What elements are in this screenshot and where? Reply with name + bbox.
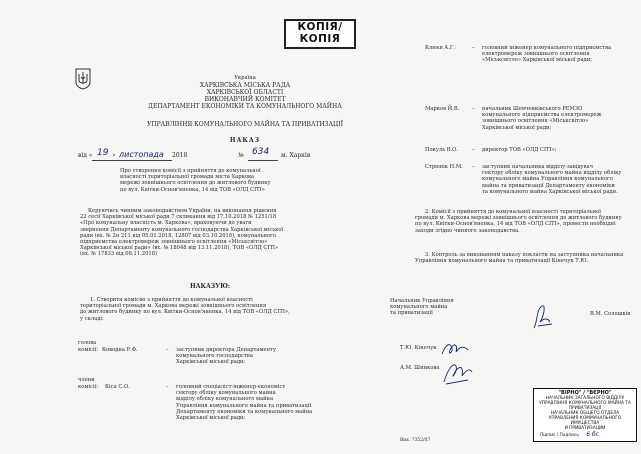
preamble	[80, 208, 283, 258]
order-number-label: №	[238, 152, 244, 159]
chair-label: голова	[78, 340, 97, 346]
item-1-line: 1. Створити комісію з прийняття до комунальної власності	[90, 297, 253, 303]
order-day: 19	[97, 148, 109, 158]
right-member-2-dash: –	[472, 106, 475, 112]
right-member-role-line: заступник начальника відділу-завідувач	[482, 164, 594, 170]
right-member-role-line: головний інженер комунального підприємства	[482, 45, 612, 51]
doc-type: НАКАЗ	[229, 137, 261, 144]
item-2-line: заходи згідно чинного законодавства.	[415, 227, 520, 234]
right-member-role-line: начальник Шевченківського РЕМЗО	[482, 106, 583, 112]
right-member-4-role	[482, 164, 621, 195]
right-member-role-line: директор ТОВ «ОЛД СІТІ»;	[482, 147, 557, 153]
right-member-4-name: Стрюнік Н.М.	[425, 164, 463, 170]
stamp-line: И ПРИВАТИЗАЦИИ	[564, 426, 606, 431]
member-1-dash: –	[166, 384, 169, 390]
approval-1-signature-icon	[440, 338, 470, 360]
trident-emblem-icon	[75, 68, 91, 90]
right-member-role-line: «Міськсвітло» Харківської міської ради;	[482, 57, 592, 64]
stamp-line: НАЧАЛЬНИК ОБЩЕГО ОТДЕЛА	[550, 411, 620, 416]
chair-role-line: заступник директора Департаменту	[176, 347, 276, 353]
right-member-4-dash: –	[472, 164, 475, 170]
order-place: м. Харків	[281, 152, 311, 159]
item-1-line: до житлового будинку по вул. Квітки-Основ'яненка, 14 від ТОВ «ОЛД СІТІ»,	[80, 309, 290, 316]
right-member-role-line: зовнішнього освітлення «Міськсвітло»	[482, 118, 589, 125]
preamble-line: 22 сесії Харківської міської ради 7 скликання від 17.10.2018 № 1251/18	[80, 214, 277, 221]
header-oblast: ХАРКІВСЬКОЇ ОБЛАСТІ	[206, 89, 284, 96]
subject-line: власності територіальної громади міста Харкова	[120, 174, 254, 181]
subject-line: мережі зовнішнього освітлення до житлового будинку	[120, 180, 271, 187]
preamble-line: звернення Департаменту комунального господарства Харківської міської	[80, 226, 284, 233]
head-signature-icon	[530, 302, 556, 332]
approval-2-name: А.М. Шинкова	[400, 365, 440, 371]
item-3-line: Управління комунального майна та приватизації Кінечук Т.Ю.	[415, 258, 589, 265]
right-member-2-name: Марков Й.В.	[425, 106, 460, 112]
stamp-sign-row	[534, 432, 636, 438]
header-department: ДЕПАРТАМЕНТ ЕКОНОМІКИ ТА КОМУНАЛЬНОГО МАЙНА	[148, 103, 342, 110]
order-date-sep: »	[112, 152, 116, 159]
subject-line: Про створення комісії з прийняття до комунальної	[120, 168, 261, 174]
member-1-role-line: Харківської міської ради;	[176, 415, 246, 422]
copy-stamp-line-2: КОПІЯ	[299, 33, 341, 45]
signatory-title	[390, 298, 454, 317]
item-3	[415, 252, 623, 264]
preamble-line: ради (вх. № 2н 211 від 05.01.2018, 12807 від 03.10.2018), комунального	[80, 232, 276, 239]
right-member-role-line: комунального підприємства електромереж	[482, 112, 602, 119]
item-1	[80, 297, 290, 322]
subject	[120, 168, 271, 193]
members-label: члени	[78, 377, 95, 383]
right-member-role-line: та комунального майна Харківської міської ради.	[482, 188, 618, 195]
right-member-role-line: комунального майна Управління комунального	[482, 176, 613, 183]
member-1-role	[176, 384, 312, 421]
certification-stamp	[533, 388, 637, 442]
right-member-3-name: Покуль В.О.	[425, 147, 459, 153]
signatory-name: В.М. Солошкін	[590, 311, 631, 317]
preamble-line: (вх. № 17833 від 08.11.2018)	[80, 251, 158, 258]
copy-stamp-line-1: КОПІЯ/	[297, 21, 343, 33]
signatory-title-line: та приватизації	[390, 310, 433, 317]
preamble-line: Керуючись чинним законодавством України, на виконання рішення	[88, 208, 277, 214]
header-city-council: ХАРКІВСЬКА МІСЬКА РАДА	[199, 82, 291, 89]
stamp-sign-label: Підпис / Подпись	[540, 433, 579, 438]
order-year: 2018	[172, 152, 188, 159]
stamp-line: УПРАВЛІННЯ КОМУНАЛЬНОГО МАЙНА ТА	[539, 401, 631, 406]
member-1-role-line: Управління комунального майна та приватизації	[176, 402, 312, 409]
approval-1-name: Т.Ю. Кінечук	[400, 345, 437, 351]
subject-line: по вул. Квітки-Основ'яненка, 14 від ТОВ «ОЛД СІТІ»	[120, 186, 265, 193]
stamp-line: "ВІРНО" / "ВЄРНО"	[558, 390, 612, 396]
member-1-role-line: Департаменту економіки та комунального майна	[176, 408, 313, 415]
right-member-1-dash: –	[472, 45, 475, 51]
stamp-line: ПРИВАТИЗАЦІЇ	[568, 406, 602, 411]
item-2	[415, 209, 622, 234]
member-1-role-line: сектору обліку комунального майна	[176, 390, 276, 397]
order-month: листопада	[119, 150, 164, 159]
item-3-line: 3. Контроль за виконанням наказу покласти на заступника начальника	[425, 252, 624, 258]
commission-label: комісії:	[78, 347, 99, 353]
stamp-line: НАЧАЛЬНИК ЗАГАЛЬНОГО ВІДДІЛУ	[545, 396, 625, 401]
order-heading: НАКАЗУЮ:	[189, 283, 231, 290]
right-member-1-name: Клюєв А.Г.	[425, 45, 455, 51]
signatory-title-line: Начальник Управління	[390, 298, 454, 304]
chair-role-line: Харківської міської ради;	[176, 359, 246, 366]
right-member-role-line: сектору обліку комунального майна відділу обліку	[482, 170, 622, 177]
right-member-role-line: Харківської міської ради;	[482, 124, 552, 131]
item-2-line: по вул. Квітки-Основ'яненка, 14 від ТОВ «ОЛД СІТІ», провести необхідні	[415, 221, 616, 228]
right-member-3-role	[482, 147, 557, 153]
preamble-line: Харківської міської ради» (вх. № 18048 від 13.11.2018), ТОВ «ОЛД СІТІ»	[80, 245, 279, 252]
right-member-role-line: електромереж зовнішнього освітлення	[482, 51, 590, 58]
member-1-name: Кіса С.О.	[105, 384, 130, 390]
footer-reference: Вих. 7352/07	[400, 438, 431, 443]
commission-label-2: комісії:	[78, 384, 99, 390]
member-1-role-line: відділу обліку комунального майна	[176, 396, 274, 403]
member-1-role-line: головний спеціаліст-інженер-економіст	[176, 384, 286, 390]
right-member-3-dash: –	[472, 147, 475, 153]
approval-2-signature-icon	[440, 358, 474, 388]
header-country: Україна	[234, 75, 256, 81]
stamp-sign-value: 6 бс	[586, 431, 599, 438]
chair-name: Ководна Р.Ф.	[102, 347, 138, 353]
signatory-title-line: комунального майна	[390, 304, 448, 311]
right-member-2-role	[482, 106, 601, 131]
preamble-line: підприємства електромереж зовнішнього освітлення «Міськсвітло»	[80, 239, 268, 246]
item-1-line: територіальної громади м. Харкова мережі зовнішнього освітлення	[80, 303, 267, 310]
right-member-1-role	[482, 45, 611, 64]
header-committee: ВИКОНАВЧИЙ КОМІТЕТ	[204, 96, 286, 103]
item-1-line: у складі:	[80, 315, 104, 322]
preamble-line: «Про комунальну власність м. Харкова», враховуючи до уваги	[80, 220, 252, 227]
order-date-prefix: від «	[78, 152, 93, 159]
item-2-line: 2. Комісії з прийняття до комунальної власності територіальної	[425, 209, 601, 215]
order-number: 634	[252, 147, 270, 157]
item-2-line: громади м. Харкова мережі зовнішнього освітлення до житлового будинку	[415, 215, 622, 222]
chair-role	[176, 347, 276, 366]
stamp-line: УПРАВЛЕНИЯ КОММУНАЛЬНОГО ИМУЩЕСТВА	[548, 416, 622, 426]
right-member-role-line: майна та приватизації Департаменту економіки	[482, 182, 615, 189]
chair-dash: –	[166, 347, 169, 353]
chair-role-line: комунального господарства	[176, 353, 253, 360]
copy-stamp	[284, 19, 356, 49]
header-directorate: УПРАВЛІННЯ КОМУНАЛЬНОГО МАЙНА ТА ПРИВАТИЗАЦІЇ	[147, 121, 343, 128]
